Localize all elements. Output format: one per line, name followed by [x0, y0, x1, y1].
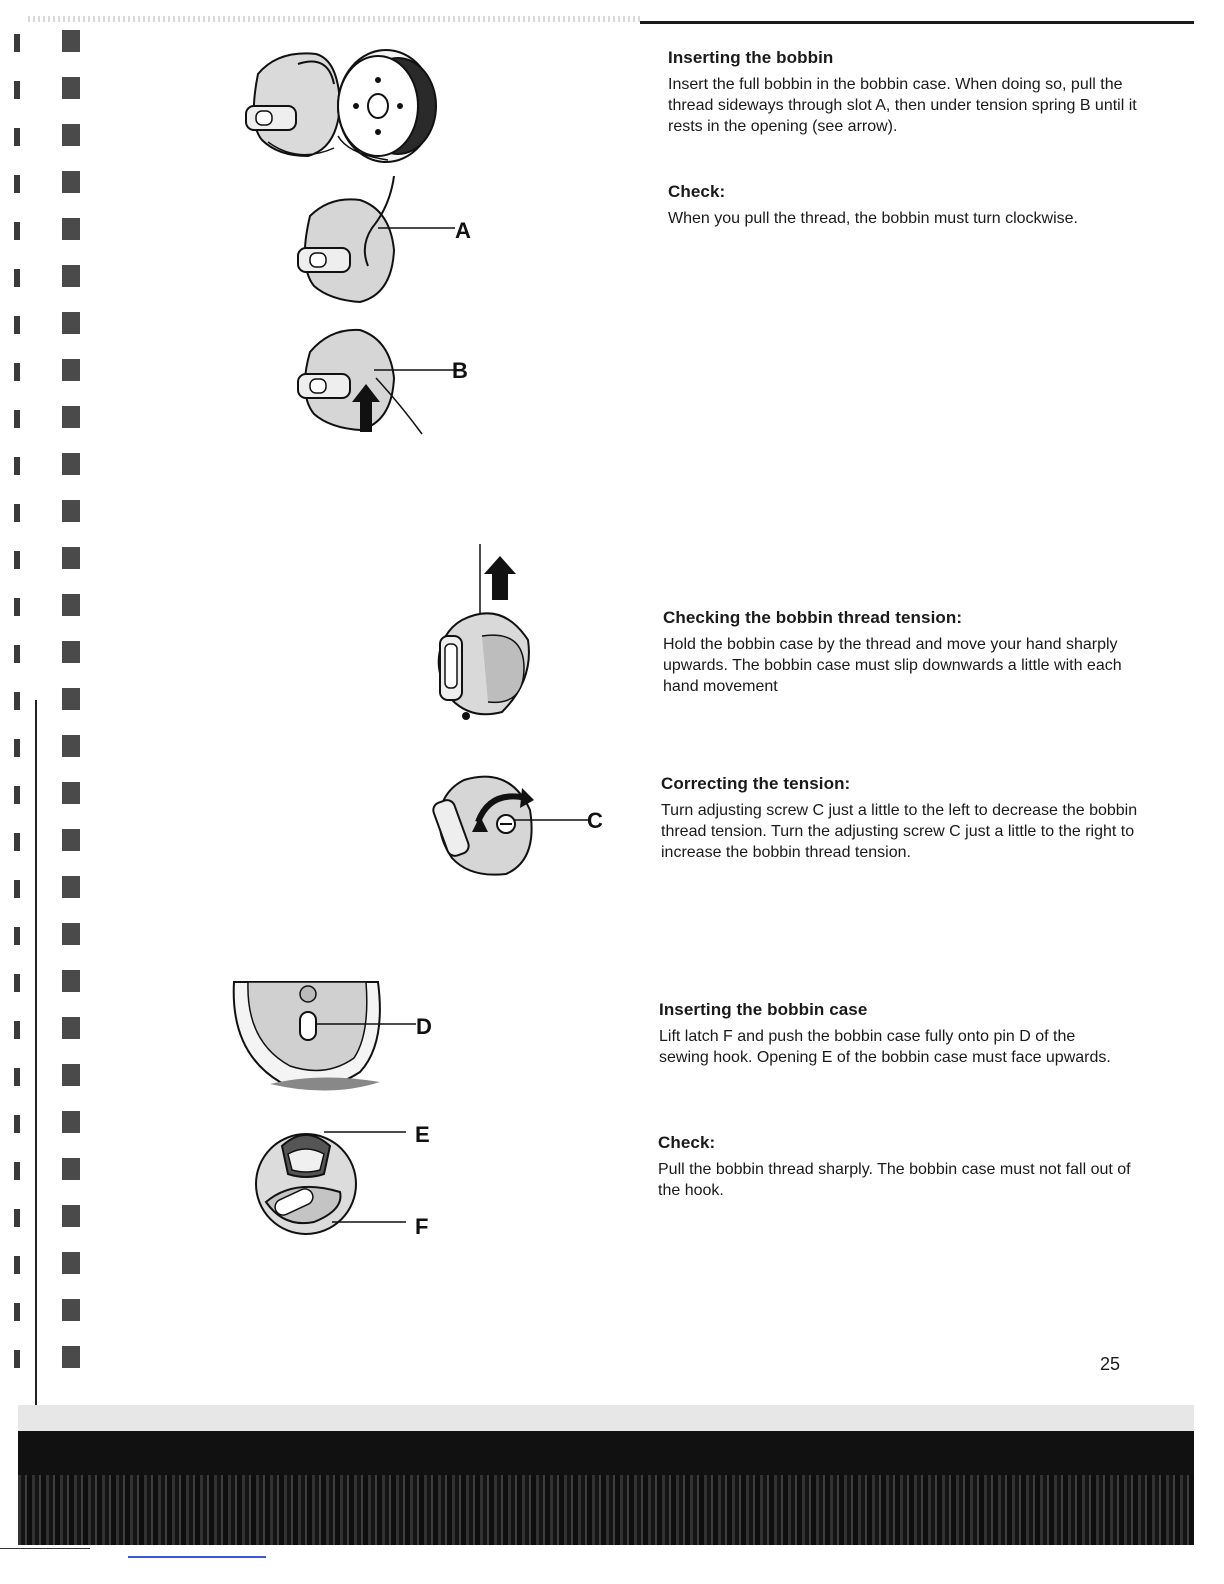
callout-f: F	[415, 1214, 429, 1239]
binding-mark	[14, 1021, 20, 1039]
bobbin-and-case-illustration	[238, 44, 448, 164]
binding-hole	[62, 1252, 80, 1274]
section-check-clockwise	[668, 182, 1148, 229]
page-number: 25	[1100, 1354, 1121, 1374]
binding-mark	[14, 880, 20, 898]
section-body: Lift latch F and push the bobbin case fully onto pin D of the sewing hook. Opening E of the bobbin case must face upwards.	[659, 1028, 1111, 1066]
spiral-binding	[0, 0, 100, 1420]
binding-hole	[62, 406, 80, 428]
binding-hole	[62, 735, 80, 757]
binding-hole	[62, 1158, 80, 1180]
binding-hole	[62, 500, 80, 522]
binding-mark	[14, 222, 20, 240]
binding-mark	[14, 786, 20, 804]
binding-mark	[14, 1209, 20, 1227]
binding-mark	[14, 34, 20, 52]
section-check-hook	[658, 1133, 1138, 1201]
binding-hole	[62, 688, 80, 710]
binding-mark	[14, 551, 20, 569]
binding-hole	[62, 970, 80, 992]
binding-mark	[14, 457, 20, 475]
section-body: When you pull the thread, the bobbin must turn clockwise.	[668, 210, 1078, 227]
binding-mark	[14, 1115, 20, 1133]
binding-hole	[62, 359, 80, 381]
binding-mark	[14, 833, 20, 851]
section-body: Pull the bobbin thread sharply. The bobbin case must not fall out of the hook.	[658, 1161, 1131, 1199]
binding-hole	[62, 77, 80, 99]
binding-mark	[14, 927, 20, 945]
binding-hole	[62, 923, 80, 945]
section-heading: Correcting the tension:	[661, 774, 851, 793]
binding-hole	[62, 30, 80, 52]
binding-hole	[62, 218, 80, 240]
adjusting-screw-c-illustration	[430, 770, 610, 880]
binding-hole	[62, 453, 80, 475]
binding-hole	[62, 171, 80, 193]
binding-mark	[14, 1350, 20, 1368]
binding-mark	[14, 692, 20, 710]
callout-e: E	[415, 1122, 430, 1147]
binding-mark	[14, 1256, 20, 1274]
tension-spring-b-illustration	[290, 322, 465, 442]
binding-mark	[14, 316, 20, 334]
binding-mark	[14, 598, 20, 616]
section-correcting-tension	[661, 774, 1141, 863]
section-body: Hold the bobbin case by the thread and move your hand sharply upwards. The bobbin case must slip downwards a little with each hand movement	[663, 636, 1122, 695]
section-body: Insert the full bobbin in the bobbin case. When doing so, pull the thread sideways through slot A, then under tension spring B until it rests in the opening (see arrow).	[668, 76, 1137, 135]
binding-hole	[62, 547, 80, 569]
footer-rule	[0, 1548, 90, 1549]
binding-hole	[62, 1017, 80, 1039]
binding-hole	[62, 876, 80, 898]
binding-hole	[62, 312, 80, 334]
section-heading: Inserting the bobbin case	[659, 1000, 868, 1019]
section-body: Turn adjusting screw C just a little to the left to decrease the bobbin thread tension. Turn the adjusting screw C just a little to the right to increase the bobbin thread tension.	[661, 802, 1138, 861]
section-inserting-bobbin-case	[659, 1000, 1129, 1068]
tension-check-illustration	[432, 540, 542, 725]
callout-c: C	[587, 808, 603, 833]
scan-bottom-band	[18, 1405, 1194, 1545]
section-heading: Inserting the bobbin	[668, 48, 834, 67]
binding-hole	[62, 1064, 80, 1086]
binding-mark	[14, 410, 20, 428]
binding-hole	[62, 265, 80, 287]
top-edge-texture	[28, 16, 640, 22]
section-checking-tension	[663, 608, 1133, 697]
binding-mark	[14, 1162, 20, 1180]
binding-hole	[62, 1299, 80, 1321]
binding-hole	[62, 594, 80, 616]
binding-hole	[62, 782, 80, 804]
binding-mark	[14, 645, 20, 663]
binding-mark	[14, 363, 20, 381]
binding-mark	[14, 974, 20, 992]
section-heading: Check:	[668, 182, 726, 201]
binding-mark	[14, 1068, 20, 1086]
binding-hole	[62, 1205, 80, 1227]
footer-link-underline	[128, 1556, 266, 1558]
binding-mark	[14, 1303, 20, 1321]
binding-mark	[14, 81, 20, 99]
binding-hole	[62, 124, 80, 146]
binding-hole	[62, 1346, 80, 1368]
binding-hole	[62, 1111, 80, 1133]
binding-mark	[14, 269, 20, 287]
sewing-hook-pin-d-illustration	[230, 972, 430, 1102]
binding-mark	[14, 504, 20, 522]
binding-hole	[62, 829, 80, 851]
section-heading: Checking the bobbin thread tension:	[663, 608, 963, 627]
top-rule	[640, 21, 1194, 24]
section-inserting-bobbin	[668, 48, 1148, 137]
slot-a-illustration	[290, 176, 465, 306]
callout-b: B	[452, 358, 468, 383]
callout-d: D	[416, 1014, 432, 1039]
opening-e-latch-f-illustration	[254, 1118, 424, 1248]
binding-mark	[14, 739, 20, 757]
binding-mark	[14, 175, 20, 193]
section-heading: Check:	[658, 1133, 716, 1152]
binding-mark	[14, 128, 20, 146]
callout-a: A	[455, 218, 471, 243]
binding-hole	[62, 641, 80, 663]
